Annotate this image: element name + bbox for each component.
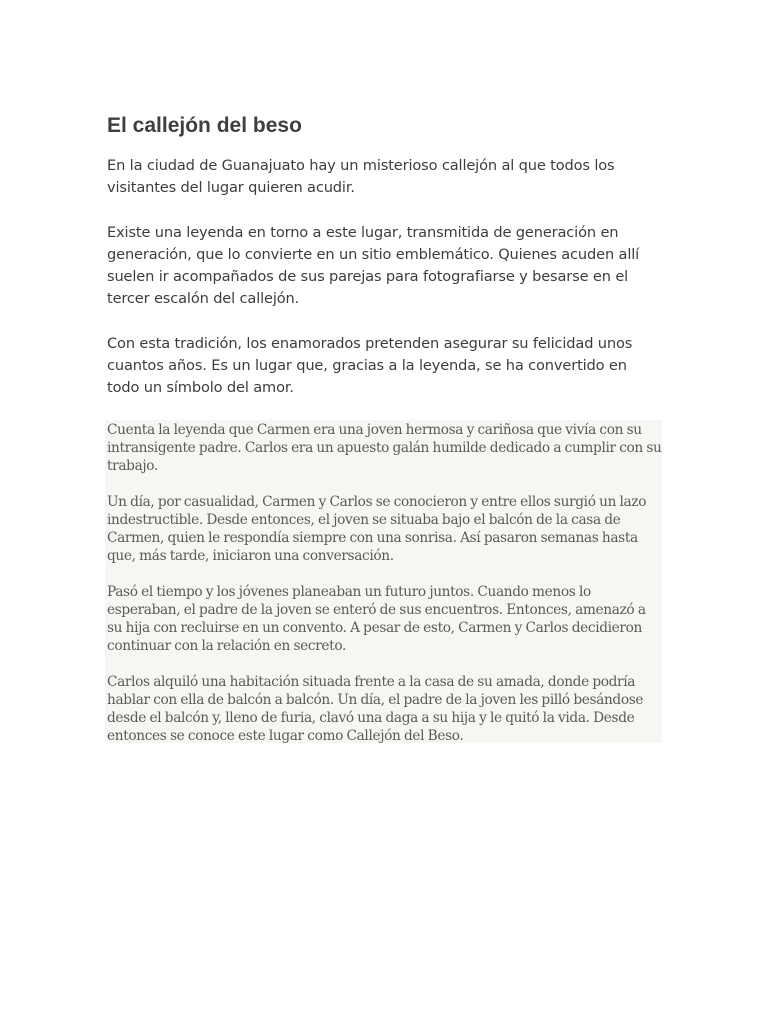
legend-paragraph-1: Cuenta la leyenda que Carmen era una joven hermosa y cariñosa que vivía con su intransigente padre. Carlos era un apuesto galán humilde dedicado a cumplir con su trabajo. [107, 422, 662, 474]
page-title: El callejón del beso [107, 114, 302, 137]
legend-paragraph-2: Un día, por casualidad, Carmen y Carlos se conocieron y entre ellos surgió un lazo indestructible. Desde entonces, el joven se situaba bajo el balcón de la casa de Carmen, quien le respondía siempre con una sonrisa. Así pasaron semanas hasta que, más tarde, iniciaron una conversación. [107, 494, 647, 564]
document-page [107, 112, 663, 422]
legend-paragraph-4: Carlos alquiló una habitación situada frente a la casa de su amada, donde podría hablar con ella de balcón a balcón. Un día, el padre de la joven les pilló besándose desde el balcón y, lleno de furia, clavó una daga a su hija y le quitó la vida. Desde entonces se conoce este lugar como Callejón del Beso. [107, 674, 644, 744]
intro-section [107, 155, 663, 400]
intro-paragraph-2: Existe una leyenda en torno a este lugar, transmitida de generación en generación, que lo convierte en un sitio emblemático. Quienes acuden allí suelen ir acompañados de sus parejas para fotografiarse y besarse en el tercer escalón del callejón. [107, 223, 640, 308]
legend-paragraph-3: Pasó el tiempo y los jóvenes planeaban un futuro juntos. Cuando menos lo esperaban, el padre de la joven se enteró de sus encuentros. Entonces, amenazó a su hija con recluirse en un convento. A pesar de esto, Carmen y Carlos decidieron continuar con la relación en secreto. [107, 584, 646, 654]
legend-section [105, 420, 662, 743]
intro-paragraph-3: Con esta tradición, los enamorados pretenden asegurar su felicidad unos cuantos años. Es un lugar que, gracias a la leyenda, se ha convertido en todo un símbolo del amor. [107, 334, 633, 397]
intro-paragraph-1: En la ciudad de Guanajuato hay un misterioso callejón al que todos los visitantes del lugar quieren acudir. [107, 157, 615, 197]
